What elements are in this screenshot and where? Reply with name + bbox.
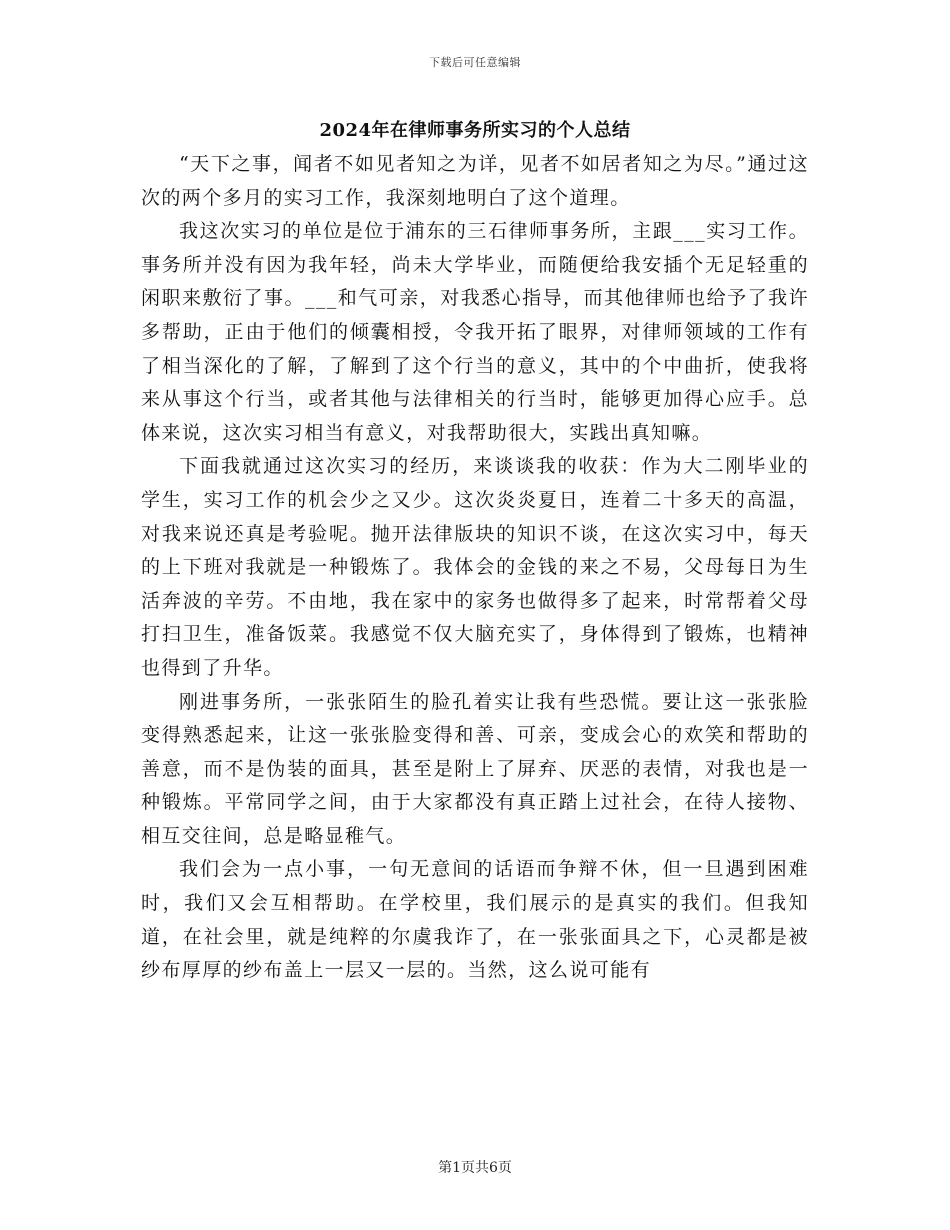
paragraph-1: “天下之事，闻者不如见者知之为详，见者不如居者知之为尽。”通过这次的两个多月的实习工作，我深刻地明白了这个道理。 [141,153,809,209]
page-number-footer: 第1页共6页 [438,1160,512,1176]
paragraph-2: 我这次实习的单位是位于浦东的三石律师事务所，主跟___实习工作。事务所并没有因为我年轻，尚未大学毕业，而随便给我安插个无足轻重的闲职来敷衍了事。___和气可亲，对我悉心指导，而其他律师也给予了我许多帮助，正由于他们的倾囊相授，令我开拓了眼界，对律师领域的工作有了相当深化的了解，了解到了这个行当的意义，其中的个中曲折，使我将来从事这个行当，或者其他与法律相关的行当时，能够更加得心应手。总体来说，这次实习相当有意义，对我帮助很大，实践出真知嘛。 [141,220,809,444]
paragraph-3: 下面我就通过这次实习的经历，来谈谈我的收获：作为大二刚毕业的学生，实习工作的机会少之又少。这次炎炎夏日，连着二十多天的高温，对我来说还真是考验呢。抛开法律版块的知识不谈，在这次实习中，每天的上下班对我就是一种锻炼了。我体会的金钱的来之不易，父母每日为生活奔波的辛劳。不由地，我在家中的家务也做得多了起来，时常帮着父母打扫卫生，准备饭菜。我感觉不仅大脑充实了，身体得到了锻炼，也精神也得到了升华。 [141,455,809,679]
document-title: 2024年在律师事务所实习的个人总结 [319,120,631,141]
header-note: 下载后可任意编辑 [429,56,521,69]
paragraph-5: 我们会为一点小事，一句无意间的话语而争辩不休，但一旦遇到困难时，我们又会互相帮助。在学校里，我们展示的是真实的我们。但我知道，在社会里，就是纯粹的尔虞我诈了，在一张张面具之下，心灵都是被纱布厚厚的纱布盖上一层又一层的。当然，这么说可能有 [141,858,809,982]
paragraph-4: 刚进事务所，一张张陌生的脸孔着实让我有些恐慌。要让这一张张脸变得熟悉起来，让这一张张脸变得和善、可亲，变成会心的欢笑和帮助的善意，而不是伪装的面具，甚至是附上了屏弃、厌恶的表情，对我也是一种锻炼。平常同学之间，由于大家都没有真正踏上过社会，在待人接物、相互交往间，总是略显稚气。 [141,690,809,847]
document-body [141,148,809,988]
